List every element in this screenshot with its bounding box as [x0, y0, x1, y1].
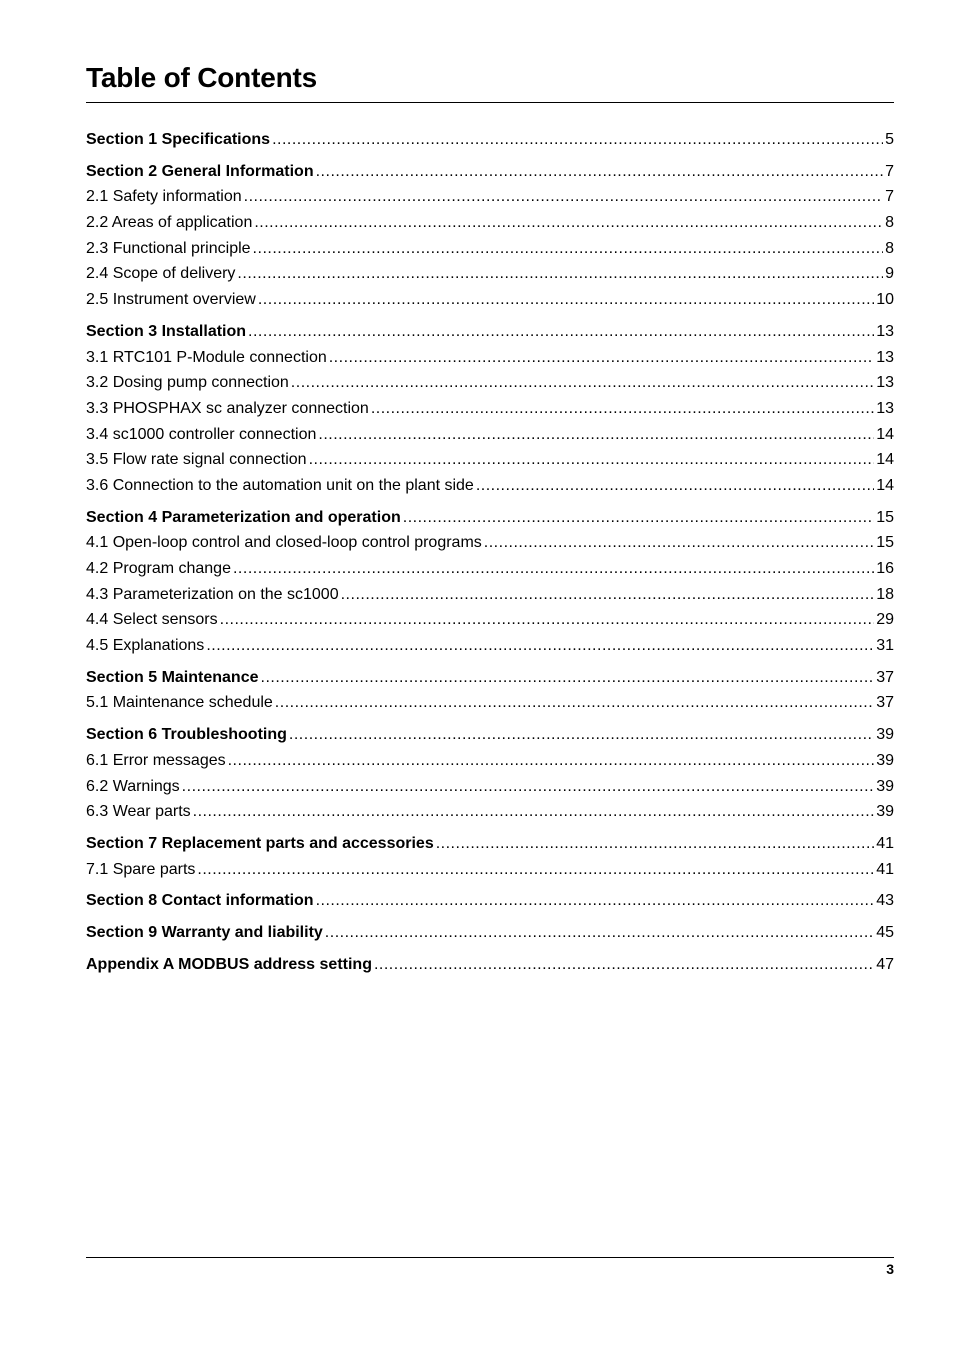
toc-group	[86, 722, 894, 825]
toc-entry-page: 7	[885, 162, 894, 180]
toc-entry-label: 5.1 Maintenance schedule	[86, 694, 273, 712]
toc-entry-label: Section 7 Replacement parts and accessories	[86, 834, 434, 852]
toc-section-entry[interactable]	[86, 159, 894, 185]
toc-section-entry[interactable]	[86, 831, 894, 857]
toc-entry-label: 2.1 Safety information	[86, 188, 242, 206]
toc-entry-page: 14	[876, 451, 894, 469]
toc-subsection-entry[interactable]	[86, 607, 894, 633]
toc-group	[86, 505, 894, 659]
toc-dot-leader	[316, 888, 875, 914]
toc-dot-leader	[261, 665, 875, 691]
toc-entry-label: 3.5 Flow rate signal connection	[86, 451, 307, 469]
toc-dot-leader	[316, 159, 883, 185]
toc-dot-leader	[220, 607, 875, 633]
toc-subsection-entry[interactable]	[86, 582, 894, 608]
toc-dot-leader	[325, 920, 874, 946]
toc-entry-label: 2.5 Instrument overview	[86, 291, 256, 309]
toc-dot-leader	[275, 690, 874, 716]
toc-subsection-entry[interactable]	[86, 473, 894, 499]
toc-subsection-entry[interactable]	[86, 447, 894, 473]
toc-entry-page: 37	[876, 668, 894, 686]
toc-section-entry[interactable]	[86, 665, 894, 691]
toc-dot-leader	[329, 345, 874, 371]
toc-entry-page: 5	[885, 131, 894, 148]
toc-dot-leader	[291, 370, 874, 396]
toc-entry-label: 7.1 Spare parts	[86, 860, 196, 878]
table-of-contents	[86, 127, 894, 983]
toc-dot-leader	[182, 774, 875, 800]
toc-entry-label: Section 8 Contact information	[86, 892, 314, 910]
toc-entry-page: 45	[876, 923, 894, 941]
toc-dot-leader	[254, 210, 883, 236]
toc-subsection-entry[interactable]	[86, 799, 894, 825]
toc-entry-page: 14	[876, 476, 894, 494]
toc-entry-page: 41	[876, 834, 894, 852]
toc-dot-leader	[228, 748, 875, 774]
toc-subsection-entry[interactable]	[86, 236, 894, 262]
toc-dot-leader	[258, 287, 874, 313]
toc-entry-page: 29	[876, 611, 894, 629]
toc-entry-page: 13	[876, 322, 894, 340]
toc-entry-label: 3.6 Connection to the automation unit on the plant side	[86, 476, 474, 494]
toc-subsection-entry[interactable]	[86, 210, 894, 236]
toc-entry-page: 39	[876, 726, 894, 744]
toc-entry-page: 43	[876, 892, 894, 910]
page-title: Table of Contents	[86, 62, 317, 93]
footer-divider	[86, 1257, 894, 1258]
toc-dot-leader	[248, 319, 874, 345]
toc-subsection-entry[interactable]	[86, 370, 894, 396]
toc-entry-label: Section 4 Parameterization and operation	[86, 508, 401, 526]
toc-entry-label: Section 6 Troubleshooting	[86, 726, 287, 744]
toc-entry-page: 16	[876, 560, 894, 577]
toc-entry-page: 47	[876, 955, 894, 973]
toc-subsection-entry[interactable]	[86, 633, 894, 659]
toc-entry-page: 13	[876, 348, 894, 366]
toc-entry-label: Section 3 Installation	[86, 322, 247, 340]
toc-section-entry[interactable]	[86, 319, 894, 345]
toc-entry-page: 8	[885, 239, 894, 257]
toc-entry-label: 6.2 Warnings	[86, 777, 180, 795]
toc-group	[86, 952, 894, 978]
toc-entry-page: 41	[876, 860, 894, 878]
toc-dot-leader	[253, 236, 884, 262]
toc-section-entry[interactable]	[86, 920, 894, 946]
toc-dot-leader	[309, 447, 875, 473]
toc-entry-label: 4.2 Program change	[86, 560, 231, 577]
toc-section-entry[interactable]	[86, 127, 894, 153]
toc-subsection-entry[interactable]	[86, 774, 894, 800]
toc-dot-leader	[237, 261, 883, 287]
toc-entry-label: Section 5 Maintenance	[86, 668, 259, 686]
toc-dot-leader	[374, 952, 874, 978]
toc-entry-page: 31	[876, 637, 894, 655]
toc-entry-label: 3.4 sc1000 controller connection	[86, 425, 317, 443]
toc-dot-leader	[436, 831, 874, 857]
toc-entry-page: 39	[876, 803, 894, 821]
toc-subsection-entry[interactable]	[86, 261, 894, 287]
toc-subsection-entry[interactable]	[86, 556, 894, 582]
toc-entry-page: 18	[876, 585, 894, 603]
toc-entry-page: 37	[876, 694, 894, 712]
toc-dot-leader	[272, 127, 883, 153]
toc-dot-leader	[289, 722, 874, 748]
toc-group	[86, 127, 894, 153]
toc-entry-page: 39	[876, 751, 894, 769]
toc-entry-label: 6.1 Error messages	[86, 751, 226, 769]
toc-subsection-entry[interactable]	[86, 184, 894, 210]
toc-entry-label: 2.4 Scope of delivery	[86, 265, 236, 283]
toc-dot-leader	[318, 422, 874, 448]
toc-group	[86, 665, 894, 716]
toc-subsection-entry[interactable]	[86, 748, 894, 774]
toc-entry-page: 10	[876, 291, 894, 309]
toc-section-entry[interactable]	[86, 952, 894, 978]
toc-subsection-entry[interactable]	[86, 396, 894, 422]
toc-dot-leader	[197, 857, 874, 883]
toc-group	[86, 831, 894, 882]
toc-subsection-entry[interactable]	[86, 857, 894, 883]
title-divider	[86, 102, 894, 103]
toc-entry-page: 13	[876, 374, 894, 392]
toc-group	[86, 319, 894, 499]
toc-entry-label: Section 2 General Information	[86, 162, 314, 180]
toc-entry-page: 9	[885, 265, 894, 283]
toc-entry-page: 8	[885, 214, 894, 232]
toc-entry-page: 15	[876, 508, 894, 526]
toc-entry-page: 7	[885, 188, 894, 206]
toc-entry-page: 13	[876, 399, 894, 417]
page-number: 3	[886, 1261, 894, 1277]
toc-entry-label: 2.2 Areas of application	[86, 214, 253, 232]
toc-subsection-entry[interactable]	[86, 690, 894, 716]
toc-dot-leader	[476, 473, 874, 499]
toc-dot-leader	[233, 556, 874, 582]
toc-entry-label: 2.3 Functional principle	[86, 239, 251, 257]
toc-dot-leader	[206, 633, 874, 659]
toc-subsection-entry[interactable]	[86, 422, 894, 448]
toc-entry-label: 6.3 Wear parts	[86, 803, 191, 821]
toc-group	[86, 888, 894, 914]
toc-entry-label: 4.1 Open-loop control and closed-loop control programs	[86, 534, 482, 552]
toc-entry-label: Section 9 Warranty and liability	[86, 923, 323, 941]
toc-dot-leader	[484, 530, 874, 556]
toc-entry-label: 3.1 RTC101 P-Module connection	[86, 348, 327, 366]
toc-section-entry[interactable]	[86, 722, 894, 748]
toc-section-entry[interactable]	[86, 505, 894, 531]
toc-entry-page: 15	[876, 534, 894, 552]
toc-section-entry[interactable]	[86, 888, 894, 914]
toc-dot-leader	[244, 184, 883, 210]
toc-entry-label: 4.4 Select sensors	[86, 611, 218, 629]
toc-entry-label: 3.2 Dosing pump connection	[86, 374, 289, 392]
toc-entry-label: Appendix A MODBUS address setting	[86, 955, 372, 973]
toc-subsection-entry[interactable]	[86, 287, 894, 313]
toc-dot-leader	[341, 582, 875, 608]
toc-entry-label: 4.5 Explanations	[86, 637, 205, 655]
toc-dot-leader	[403, 505, 874, 531]
toc-entry-label: 3.3 PHOSPHAX sc analyzer connection	[86, 399, 369, 417]
toc-entry-label: Section 1 Specifications	[86, 131, 271, 148]
toc-subsection-entry[interactable]	[86, 345, 894, 371]
toc-group	[86, 920, 894, 946]
toc-dot-leader	[371, 396, 874, 422]
toc-entry-page: 14	[876, 425, 894, 443]
toc-entry-page: 39	[876, 777, 894, 795]
toc-subsection-entry[interactable]	[86, 530, 894, 556]
toc-entry-label: 4.3 Parameterization on the sc1000	[86, 585, 339, 603]
toc-dot-leader	[193, 799, 875, 825]
toc-group	[86, 159, 894, 313]
